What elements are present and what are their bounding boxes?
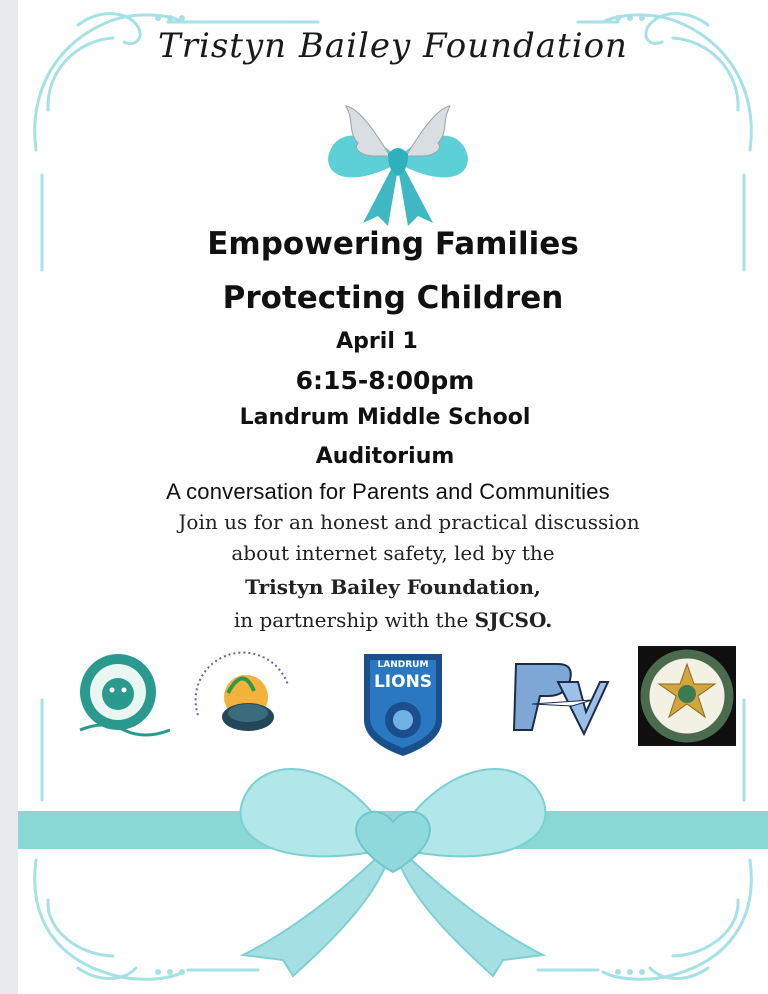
event-time: 6:15-8:00pm xyxy=(295,366,475,395)
event-venue: Landrum Middle School xyxy=(239,405,531,430)
landrum-main-text: LIONS xyxy=(373,672,433,692)
description-line4-text: in partnership with the xyxy=(233,608,475,632)
winged-bow-icon xyxy=(318,98,478,228)
landrum-top-text: LANDRUM xyxy=(377,660,429,670)
pvpv-rawlings-logo xyxy=(188,645,298,745)
description-line1: Join us for an honest and practical discussion xyxy=(178,510,640,534)
sjcso-text: SJCSO. xyxy=(474,608,553,632)
event-date: April 1 xyxy=(336,329,418,354)
flyer xyxy=(18,0,768,994)
foundation-title: Tristyn Bailey Foundation xyxy=(158,26,628,66)
subtitle: A conversation for Parents and Communities xyxy=(166,479,610,504)
headline-line1: Empowering Families xyxy=(207,226,579,262)
description-line4 xyxy=(18,608,768,632)
headline-line2: Protecting Children xyxy=(222,280,564,316)
sheriff-badge-logo xyxy=(638,646,736,746)
event-venue-room: Auditorium xyxy=(315,444,455,469)
ponte-vedra-logo xyxy=(512,660,610,740)
ocean-palms-logo xyxy=(74,650,170,742)
description-line3: Tristyn Bailey Foundation, xyxy=(245,575,541,599)
ribbon-bow-icon xyxy=(223,740,563,980)
description-line2: about internet safety, led by the xyxy=(231,541,555,565)
